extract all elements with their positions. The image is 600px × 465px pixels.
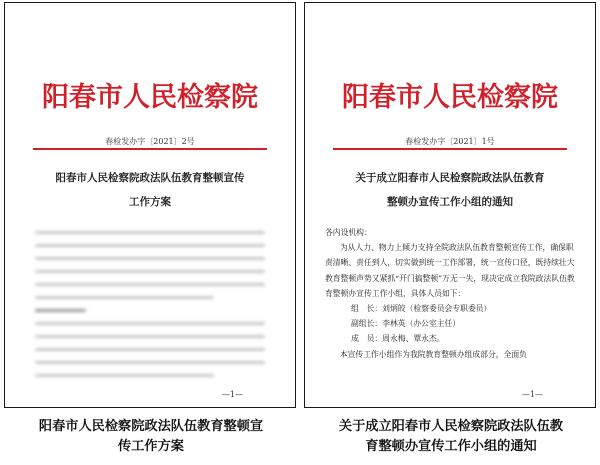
right-document-page[interactable] xyxy=(304,2,596,408)
document-title-line2: 工作方案 xyxy=(129,196,171,208)
left-document-page[interactable] xyxy=(4,2,296,408)
left-caption-line2: 传工作方案 xyxy=(118,439,184,454)
document-title-line1: 关于成立阳春市人民检察院政法队伍教育 xyxy=(355,172,545,184)
members-line: 成 员：周永梅、覃永杰。 xyxy=(351,334,445,344)
notice-body xyxy=(325,225,579,362)
left-caption-line1: 阳春市人民检察院政法队伍教育整顿宣 xyxy=(38,419,264,434)
document-number: 春检发办字〔2021〕1号 xyxy=(405,137,495,146)
salutation: 各内设机构： xyxy=(325,228,372,237)
left-caption xyxy=(6,417,296,457)
org-header: 阳春市人民检察院 xyxy=(342,82,558,113)
right-caption xyxy=(306,417,596,457)
leader-line: 组 长：刘炳皎（检察委员会专职委员） xyxy=(351,304,492,314)
red-divider xyxy=(33,148,267,150)
document-title xyxy=(23,166,277,214)
deputy-line: 副组长：李林英（办公室主任） xyxy=(351,319,461,329)
blurred-body-text xyxy=(35,231,265,387)
right-caption-line1: 关于成立阳春市人民检察院政法队伍教 xyxy=(338,419,564,434)
page-number: —1— xyxy=(521,390,543,399)
document-title-line2: 整顿办宣传工作小组的通知 xyxy=(387,196,513,208)
document-number: 春检发办字〔2021〕2号 xyxy=(105,137,195,146)
org-header: 阳春市人民检察院 xyxy=(42,82,258,113)
notice-paragraph: 为从人力、物力上倾力支持全院政法队伍教育整顿宣传工作，确保职责清晰、责任到人，切实做到统一工作部署，统一宣传口径，既持续壮大教育整顿声势又紧抓“开门搞整顿”万无一失，现决定成立我院政法队伍教育整顿办宣传工作小组，具体人员如下： xyxy=(325,243,575,298)
red-divider xyxy=(333,148,567,150)
footer-line: 本宣传工作小组作为我院教育整顿办组成部分，全面负 xyxy=(339,349,527,359)
document-title xyxy=(323,166,577,214)
document-title-line1: 阳春市人民检察院政法队伍教育整顿宣传 xyxy=(55,172,245,184)
page-number: —1— xyxy=(221,390,243,399)
right-caption-line2: 育整顿办宣传工作小组的通知 xyxy=(365,439,537,454)
